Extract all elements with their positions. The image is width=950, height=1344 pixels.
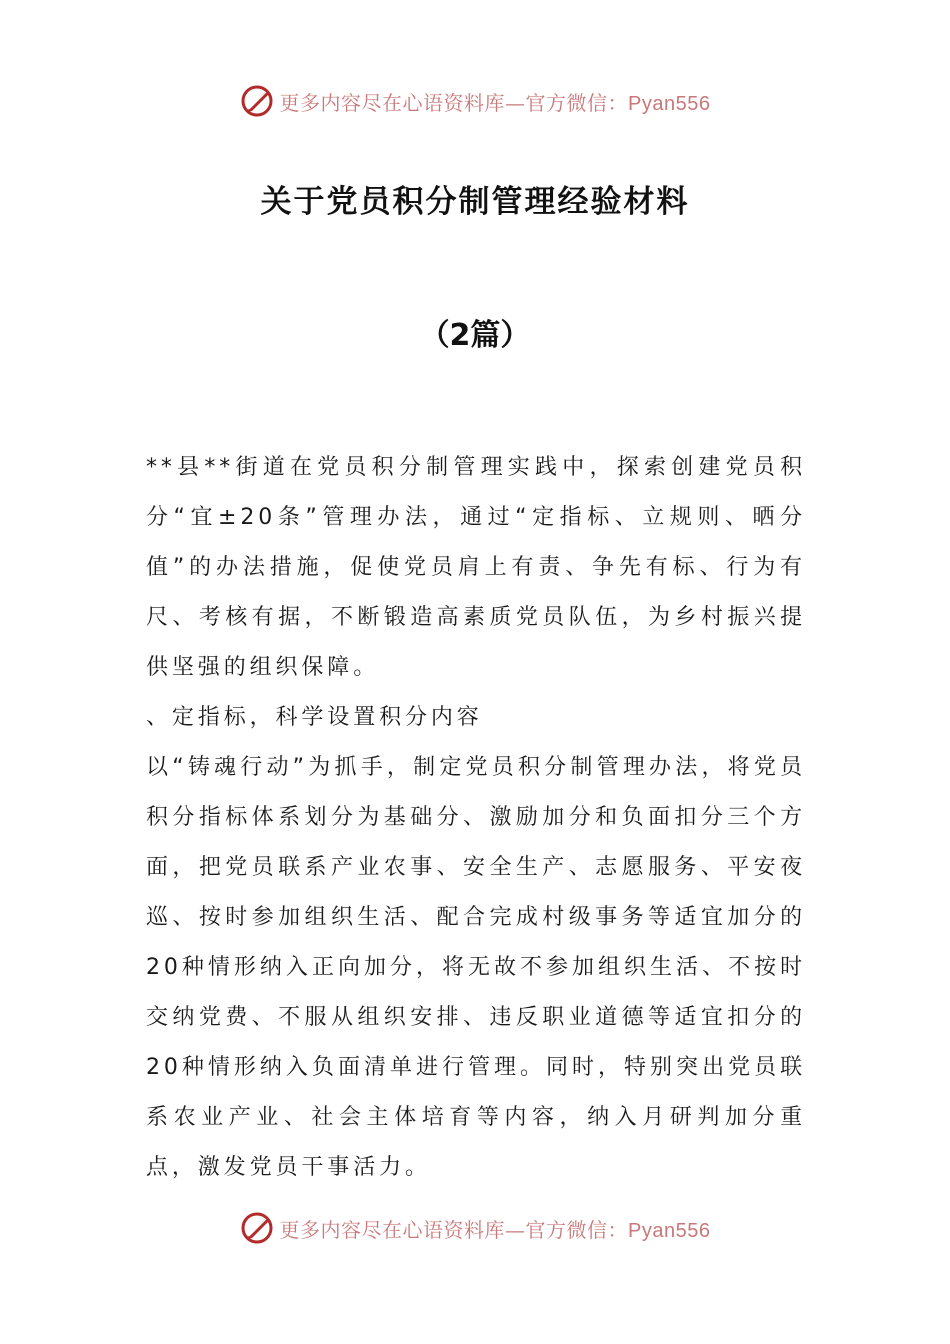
section-paragraph: 以“铸魂行动”为抓手，制定党员积分制管理办法，将党员积分指标体系划分为基础分、激励加分和负面扣分三个方面，把党员联系产业农事、安全生产、志愿服务、平安夜巡、按时参加组织生活、配合完成村级事务等适宜加分的20种情形纳入正向加分，将无故不参加组织生活、不按时交纳党费、不服从组织安排、违反职业道德等适宜扣分的20种情形纳入负面清单进行管理。同时，特别突出党员联系农业产业、社会主体培育等内容，纳入月研判加分重点，激发党员干事活力。 [146,755,806,1180]
document-body [146,443,806,1193]
wechat-id: Pyan556 [628,1219,711,1242]
document-subtitle: （2篇） [419,318,531,353]
wechat-id: Pyan556 [628,92,711,115]
watermark-text: 更多内容尽在心语资料库—官方微信：Pyan556 [279,90,711,115]
header-watermark [0,84,950,118]
footer-watermark [0,1211,950,1245]
quill-logo-icon [240,84,274,118]
section-heading: 、定指标，科学设置积分内容 [146,705,483,730]
watermark-text: 更多内容尽在心语资料库—官方微信：Pyan556 [279,1217,711,1242]
intro-paragraph: **县**街道在党员积分制管理实践中，探索创建党员积分“宜±20条”管理办法，通过“定指标、立规则、晒分值”的办法措施，促使党员肩上有责、争先有标、行为有尺、考核有据，不断锻造高素质党员队伍，为乡村振兴提供坚强的组织保障。 [146,455,806,680]
quill-logo-icon [240,1211,274,1245]
document-title: 关于党员积分制管理经验材料 [260,184,690,220]
